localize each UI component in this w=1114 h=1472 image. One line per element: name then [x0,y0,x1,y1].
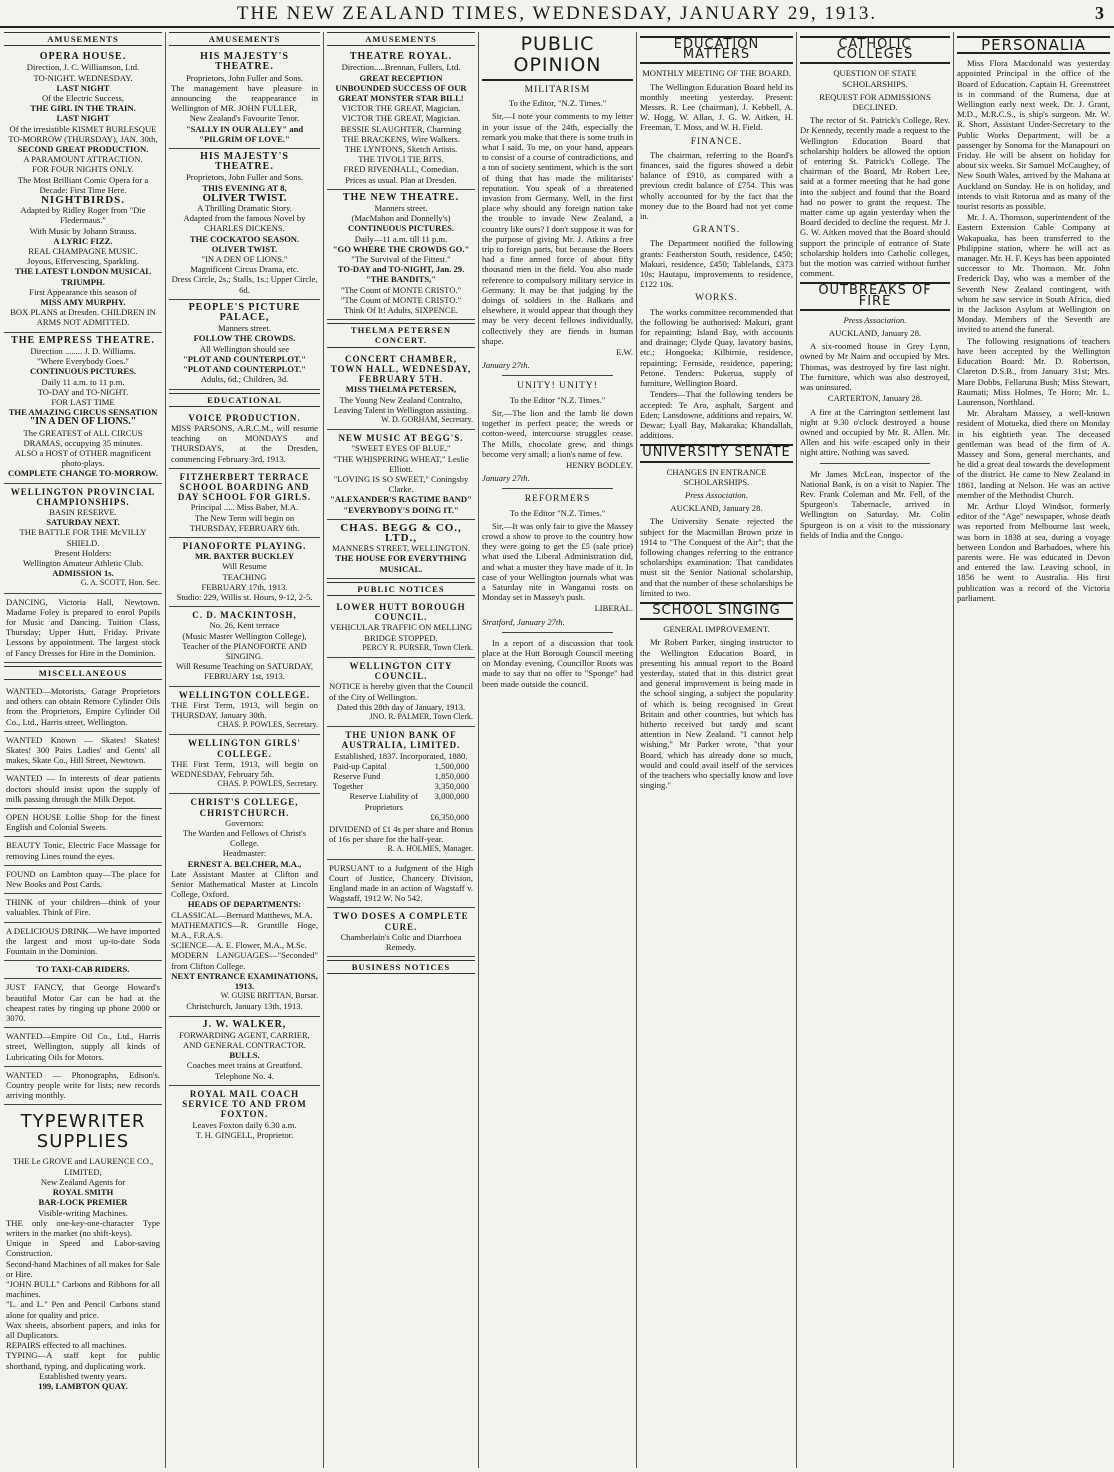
article-body: Mr James McLean, inspector of the National Bank, is on a visit to Napier. The Rev. Frank Coleman and Mr. Fell, of the Spurgeon's Tabernacle, arrived in Wellington on Saturday. Mr. Colin Spurgeon is on a visit to the missionary fields of India and the Congo. [800,468,950,540]
ad-walker-carrier: J. W. WALKER, FORWARDING AGENT, CARRIER, AND GENERAL CONTRACTOR. BULLS. Coaches meet trains at Greatford. Telephone No. 4. [169,1017,320,1086]
ad-heading: THE NEW THEATRE. [342,191,460,203]
classified-ad: BEAUTY Tonic, Electric Face Massage for removing Lines round the eyes. [4,837,162,865]
ad-wellington-college: WELLINGTON COLLEGE. THE First Term, 1913, will begin on THURSDAY, January 30th. CHAS. P. POWLES, Secretary. [169,687,320,736]
ad-new-theatre: THE NEW THEATRE. Manners street. (MacMahon and Donnelly's) CONTINUOUS PICTURES. Daily—11 a.m. till 11 p.m. "GO WHERE THE CROWDS GO." "The Survival of the Fittest." TO-DAY and TO-NIGHT, Jan. 29. "THE BANDITS," "The Count of MONTE CRISTO." "The Count of MONTE CRISTO." Think Of It! Adults, SIXPENCE. [327,190,475,320]
classified-ad: WANTED — In interests of dear patients doctors should insist upon the supply of milk passing through the Milk Depot. [4,770,162,809]
ad-heading: THEATRE ROYAL. [349,51,453,63]
article-heading: PERSONALIA [957,36,1110,54]
masthead [0,2,1114,28]
section-heading: BUSINESS NOTICES [327,960,475,974]
ad-heading: CHAS. BEGG & CO., LTD., [340,521,462,544]
article-heading: MILITARISM [524,85,591,95]
ad-heading: HIS MAJESTY'S THEATRE. [200,151,289,173]
ad-opera-house: OPERA HOUSE. Direction, J. C. Williamson, Ltd. TO-NIGHT. WEDNESDAY. LAST NIGHT Of the Electric Success, THE GIRL IN THE TRAIN. LAST NIGHT Of the irresistible KISMET BURLESQUE TO-MORROW (THURSDAY), JAN. 30th, SECOND GREAT PRODUCTION. A PARAMOUNT ATTRACTION. FOR FOUR NIGHTS ONLY. The Most Brilliant Comic Opera for a Decade: First Time Here. NIGHTBIRDS. Adapted by Ridley Roger from "Die Fledermaus." With Music by Johann Strauss. A LYRIC FIZZ. REAL CHAMPAGNE MUSIC. Joyous, Effervescing, Sparkling. THE LATEST LONDON MUSICAL TRIUMPH. First Appearance this season of MISS AMY MURPHY. BOX PLANS at Dresden. CHILDREN IN ARMS NOT ADMITTED. [4,49,162,332]
classified-ad: THINK of your children—think of your valuables. Think of Fire. [4,894,162,922]
bank-row: Reserve Liability of Proprietors 3,000,000 [349,791,469,812]
ad-new-music-beggs: NEW MUSIC AT BEGG'S. "SWEET EYES OF BLUE," "THE WHISPERING WHEAT," Leslie Elliott. "LOVING IS SO SWEET," Coningsby Clarke. "ALEXANDER'S RAGTIME BAND" "EVERYBODY'S DOING IT." [327,430,475,520]
ad-heading: OPERA HOUSE. [39,51,127,63]
ad-heading: WELLINGTON CITY COUNCIL. [349,660,453,682]
classified-ad: OPEN HOUSE Lollie Shop for the finest English and Colonial Sweets. [4,809,162,837]
ad-empress-theatre: THE EMPRESS THEATRE. Direction ........ J. D. Williams. "Where Everybody Goes." CONTINUOUS PICTURES. Daily 11 a.m. to 11 p.m. TO-DAY and TO-NIGHT. FOR LAST TIME THE AMAZING CIRCUS SENSATION "IN A DEN OF LIONS." The GREATEST of ALL CIRCUS DRAMAS, occupying 35 minutes. ALSO a HOST of OTHER magnificent photo-plays. COMPLETE CHANGE TO-MORROW. [4,333,162,484]
ad-dancing: DANCING, Victoria Hall, Newtown. Madame Foley is prepared to enrol Pupils for Music and Dancing. Tuition Class, Thursday; Upper Hutt, Friday. Private Lessons by appointment. The largest stock of Fancy Dresses for Hire in the Dominion. [4,594,162,663]
column-3 [327,32,475,1468]
article-heading: OUTBREAKS OF FIRE [800,282,950,310]
ad-christs-college: CHRIST'S COLLEGE, CHRISTCHURCH. Governors: The Warden and Fellows of Christ's College. Headmaster: ERNEST A. BELCHER, M.A., Late Assistant Master at Clifton and Senior Mathematical Master at Lincoln College, Oxford. HEADS OF DEPARTMENTS: CLASSICAL—Bernard Matthews, M.A. MATHEMATICS—R. Grantille Hoge, M.A., F.R.A.S. SCIENCE—A. E. Flower, M.A., M.Sc. MODERN LANGUAGES—"Seconded" from Clifton College. NEXT ENTRANCE EXAMINATIONS, 1913. W. GUISE BRITTAN, Bursar. Christchurch, January 13th, 1913. [169,794,320,1016]
article-body: Mr Robert Parker, singing instructor to the Wellington Education Board, in presenting his annual report to the Board yesterday, stated that in this district great and general improvement is being made in the school singing, a subject the popularity of which is being recognised in Great Britain and other countries, but which has hitherto received but tardy and scant attention in New Zealand. "I cannot help wishing," Mr Parker wrote, "that your Board, which has already done so much, would and could avail itself of the services of the teachers who specially know and love singing." [640,637,793,791]
article-body: Miss Flora Macdonald was yesterday appointed Principal in the office of the Board of Education. Captain H. Greenstreet is in command of the Rumena, due at Wellington early next week. Dr. J. Grant, M.D., M.R.C.S., is ship's surgeon. Mr. W. R. Short, Assistant Under-Secretary to the Public Works Department, will be a passenger by Sonoma for the Manapouri on Friday. He will be absent on holiday for about six weeks. Sir Samuel McCaughey, of New South Wales, arrived by the Mahana at Auckland on Sunday. He is on holiday, and intends to visit Rotorua and as many of the tourist resorts as possible. [957,58,1110,212]
section-heading: EDUCATIONAL [169,393,320,407]
column-1 [4,32,162,1468]
ad-heading: WELLINGTON PROVINCIAL CHAMPIONSHIPS. [10,486,156,507]
classified-ad: JUST FANCY, that George Howard's beautiful Motor Car can be had at the cheapest rates by ringing up phone 2000 or 3070. [4,979,162,1028]
ad-heading: WELLINGTON GIRLS' COLLEGE. [187,738,302,759]
column-2 [169,32,320,1468]
section-heading: MISCELLANEOUS [4,666,162,680]
ad-heading: THE UNION BANK OF AUSTRALIA, LIMITED. [341,730,461,751]
classified-ad: WANTED—Motorists, Garage Proprietors and others can obtain Remore Cylinder Oils from the Proprietors, Empire Cylinder Oil Co., Ltd., Harris street, Wellington. [4,683,162,732]
ad-royal-mail-coach: ROYAL MAIL COACH SERVICE TO AND FROM FOXTON. Leaves Foxton daily 6.30 a.m. T. H. GINGELL, Proprietor. [169,1086,320,1144]
divider [502,632,613,633]
ad-heading: VOICE PRODUCTION. [188,412,301,423]
divider [820,463,930,464]
notice-pursuant: PURSUANT to a Judgment of the High Court of Justice, Chancery Division, England made in an action of Wagstaff v. Wagstaff, 1912 W. No 542. [327,860,475,909]
article-heading: SCHOOL SINGING [640,602,793,620]
ad-voice-production: VOICE PRODUCTION. MISS PARSONS, A.R.C.M., will resume teaching on MONDAYS and THURSDAYS, at the Dresden, commencing February 3rd, 1913. [169,410,320,469]
notice-city-council: WELLINGTON CITY COUNCIL. NOTICE is hereby given that the Council of the City of Wellington. Dated this 28th day of January, 1913. JNO. R. PALMER, Town Clerk. [327,658,475,727]
ad-swimming-championships: WELLINGTON PROVINCIAL CHAMPIONSHIPS. BASIN RESERVE. SATURDAY NEXT. THE BATTLE FOR THE McVILLY SHIELD. Present Holders: Wellington Amateur Athletic Club. ADMISSION 1s. G. A. SCOTT, Hon. Sec. [4,484,162,594]
article-heading: CATHOLIC COLLEGES [800,36,950,64]
column-rule [478,32,479,1468]
article-body: A six-roomed house in Grey Lynn, owned by Mr Nairn and occupied by Mrs. Thomas, was destroyed by fire last night. The furniture, which was also destroyed, was uninsured. [800,341,950,393]
article-body: The Wellington Education Board held its monthly meeting yesterday. Present: Messrs. R. Lee (chairman), J. Kebbell, A. W. Hogg, W. Allan, J. G. W. Aitken, H. Freeman, T. Moss, and W. H. Field. [640,81,793,133]
ad-heading: TYPEWRITER SUPPLIES [20,1111,146,1153]
ad-colic-remedy: TWO DOSES A COMPLETE CURE. Chamberlain's Colic and Diarrhoea Remedy. [327,908,475,957]
section-heading: PUBLIC NOTICES [327,582,475,596]
ad-heading: THE EMPRESS THEATRE. [11,334,155,346]
classified-ad: WANTED — Phonographs, Edison's. Country people write for lists; new records arriving monthly. [4,1067,162,1106]
page-title: PUBLIC OPINION [482,32,633,81]
section-heading: AMUSEMENTS [169,32,320,46]
ad-heading: J. W. WALKER, [202,1018,287,1030]
column-rule [323,32,324,1468]
ad-heading: NEW MUSIC AT BEGG'S. [338,433,464,444]
section-heading: THELMA PETERSEN CONCERT. [327,323,475,347]
article-body: Sir,—I note your comments to my letter in your issue of the 24th, especially the remark you make that there is some truth in what I said. To me, on your hand, appears to consist of a course of contradictions, and a ton of society sentiment, which is the sort of thing that has made the militarists' reputation. You speak of a threatened invasion from Germany. Well, in the first place why should any foreign nation take the trouble to invade New Zealand, a country like ours? I don't suppose it was for the purpose of giving Mr. J. Atkins a free trip to foreign parts, but because the Boers had a fine armed force of about fifty thousand men in the field. You also made reference to compulsory military service in Germany. It may be that judging by the doings of soldiers in the Balkans and elsewhere, it would appear that though they may be very decent fellows individually, collectively they are fiends in human shape. [482,111,633,346]
column-4: PUBLIC OPINION MILITARISM To the Editor, "N.Z. Times." Sir,—I note your comments to my letter in your issue of the 24th, especially the remark you make that there is some truth in what I said. To me, on your hand, appears to consist of a course of contradictions, and a ton of society sentiment, which is the sort of thing that has made the militarists' reputation. You speak of a threatened invasion from Germany. Well, in the first place why should any foreign nation take the trouble to invade New Zealand, a country like ours? I don't suppose it was for the purpose of giving Mr. J. Atkins a free trip to foreign parts, but because the Boers had a fine armed force of about fifty thousand men in the field. You also made reference to compulsory military service in Germany. It may be that judging by the doings of soldiers in the Balkans and elsewhere, it would appear that though they may be very decent fellows individually, collectively they are fiends in human shape. E.W. January 27th. UNITY! UNITY! To the Editor "N.Z. Times." Sir,—The lion and the lamb lie down together in perfect peace; the weeds or cotton-weed, intercourse struggles cease. The Mills, chocolate grew, and things become very small; a lion's name of few. HENRY BODLEY. January 27th. REFORMERS To the Editor "N.Z. Times." Sir,—It was only fair to give the Massey crowd a show to prove to the country how they were going to get the £5 (sale price) what used the Liberal Administration did, and what a muster they have made of it. In case of your Wellington journals what was a Saturday nite in Wanganui rosts on Monday set in Massey's push. LIBERAL. Stratford, January 27th. In a report of a discussion that took place at the Hutt Borough Council meeting on Monday evening, Councillor Roots was made to say that no offer to "Sponge" had been made outside the council. [482,33,633,689]
article-body: The works committee recommended that the following be authorised: Makuri, grant for repainting; Island Bay, with accounts and drainage; Clyde Quay, lavatory basins, etc.; Hongoeka; Kilbirnie, residence, repainting; Fernside, residence, papering; Petone. Tenders: Pukerua, supply of furniture, Wellington Board. [640,306,793,389]
ad-heading: ROYAL MAIL COACH SERVICE TO AND FROM FOXTON. [182,1088,307,1120]
section-heading: AMUSEMENTS [4,32,162,46]
section-heading: AMUSEMENTS [327,32,475,46]
ad-heading: HIS MAJESTY'S THEATRE. [200,51,289,73]
ad-heading: WELLINGTON COLLEGE. [178,689,311,700]
ad-chas-begg: CHAS. BEGG & CO., LTD., MANNERS STREET, WELLINGTON. THE HOUSE FOR EVERYTHING MUSICAL. [327,520,475,579]
ad-pianoforte: PIANOFORTE PLAYING. MR. BAXTER BUCKLEY Will Resume TEACHING FEBRUARY 17th, 1913. Studio: 229, Willis st. Hours, 9-12, 2-5. [169,538,320,607]
column-rule [165,32,166,1468]
article-body: Mr. Abraham Massey, a well-known resident of Motueka, died there on Monday in his eightieth year. The deceased gentleman was head of the firm of A. Massey and Sons, general merchants, and he did a great deal towards the development of the district. He came to New Zealand in 1861, landing at Nelson. He was an active member of the Methodist Church. [957,408,1110,500]
ad-wellington-girls-college: WELLINGTON GIRLS' COLLEGE. THE First Term, 1913, will begin on WEDNESDAY, February 5th. CHAS. P. POWLES, Secretary. [169,735,320,794]
ad-his-majestys-2: HIS MAJESTY'S THEATRE. Proprietors, John Fuller and Sons. THIS EVENING AT 8, OLIVER TWIST. A Thrilling Dramatic Story. Adapted from the famous Novel by CHARLES DICKENS. THE COCKATOO SEASON. OLIVER TWIST. "IN A DEN OF LIONS." Magnificent Circus Drama, etc. Dress Circle, 2s.; Stalls, 1s.; Upper Circle, 6d. [169,149,320,300]
notice-lower-hutt: LOWER HUTT BOROUGH COUNCIL. VEHICULAR TRAFFIC ON MELLING BRIDGE STOPPED. PERCY R. PURSER, Town Clerk. [327,599,475,658]
article-body: Sir,—The lion and the lamb lie down together in perfect peace; the weeds or cotton-weed, intercourse struggles cease. The Mills, chocolate grew, and things become very small; a lion's name of few. [482,407,633,459]
ad-peoples-picture-palace: PEOPLE'S PICTURE PALACE, Manners street. FOLLOW THE CROWDS. All Wellington should see "PLOT AND COUNTERPLOT." "PLOT AND COUNTERPLOT." Adults, 6d.; Children, 3d. [169,300,320,390]
ad-concert-chamber: CONCERT CHAMBER, TOWN HALL, WEDNESDAY, FEBRUARY 5TH. MISS THELMA PETERSEN, The Young New Zealand Contralto, Leaving Talent in Wellington assisting. W. D. GORHAM, Secretary. [327,351,475,430]
classified-ad: WANTED Known — Skates! Skates! Skates! 300 Pairs Ladies' and Gents' all makes, Skate Co., Hill Street, Newtown. [4,732,162,771]
column-rule [796,32,797,1468]
ad-heading: CONCERT CHAMBER, TOWN HALL, WEDNESDAY, FEBRUARY 5TH. [330,353,472,385]
article-heading: EDUCATION MATTERS [640,36,793,64]
article-heading: UNIVERSITY SENATE [640,444,793,462]
ad-heading: FITZHERBERT TERRACE SCHOOL BOARDING AND DAY SCHOOL FOR GIRLS. [177,471,312,503]
classified-ad: FOUND on Lambton quay—The place for New Books and Post Cards. [4,866,162,894]
bank-row: Together 3,350,000 [333,781,469,792]
column-rule [636,32,637,1468]
ad-heading: PEOPLE'S PICTURE PALACE, [188,301,301,324]
ad-typewriter-supplies: TYPEWRITER SUPPLIES THE Le GROVE and LAURENCE CO., LIMITED, New Zealand Agents for ROYAL SMITH BAR-LOCK PREMIER Visible-writing Machines. THE only one-key-one-character Type writers in the market (no shift-keys). Unique in Speed and Labor-saving Construction. Second-hand Machines of all makes for Sale or Hire. "JOHN BULL" Carbons and Ribbons for all machines. "L. and L." Pen and Pencil Carbons stand alone for quality and price. Wax sheets, absorbent papers, and inks for all Duplicators. REPAIRS effected to all machines. TYPING—A staff kept for public shorthand, typing, and duplicating work. Established twenty years. 199, LAMBTON QUAY. [6,1111,160,1391]
masthead-title: THE NEW ZEALAND TIMES, WEDNESDAY, JANUARY 29, 1913. [236,3,878,24]
ad-mackintosh: C. D. MACKINTOSH, No. 26, Kent terrace (Music Master Wellington College), Teacher of the PIANOFORTE AND SINGING. Will Resume Teaching on SATURDAY, FEBRUARY 1st, 1913. [169,607,320,686]
column-5: EDUCATION MATTERS MONTHLY MEETING OF THE BOARD. The Wellington Education Board held its monthly meeting yesterday. Present: Messrs. R. Lee (chairman), J. Kebbell, A. W. Hogg, W. Allan, J. G. W. Aitken, H. Freeman, T. Moss, and W. H. Field. FINANCE. The chairman, referring to the Board's finances, said the figures showed a debit balance of £910, as compared with a previous credit balance of £754. This was wholly accounted for by the fact that the money due to the Board had not yet come in. GRANTS. The Department notified the following grants: Featherston South, residence, £450; Makuri, residence, £450; Tablelands, £373 10s; Hautapu, improvements to residence, £122 10s. WORKS. The works committee recommended that the following be authorised: Makuri, grant for repainting; Island Bay, with accounts and drainage; Clyde Quay, lavatory basins, etc.; Hongoeka; Kilbirnie, residence, repainting; Fernside, residence, papering; Petone. Tenders: Pukerua, supply of furniture, Wellington Board. Tenders—That the following tenders be accepted: Te Aro, asphalt, Sargent and Eden; Lansdowne, additions and repairs, W. Dewar; Lyall Bay, Makaraka; Khandallah, additions. UNIVERSITY SENATE CHANGES IN ENTRANCE SCHOLARSHIPS. Press Association. AUCKLAND, January 28. The University Senate rejected the subject for the Macmillan Brown prize in 1914 to "The Conquest of the Air"; that the following changes referring to the entrance scholarships examination: That candidates must sit the Senior National scholarship, and that the number of these scholarships be limited to two. SCHOOL SINGING GENERAL IMPROVEMENT. Mr Robert Parker, singing instructor to the Wellington Education Board, in presenting his annual report to the Board yesterday, stated that in this district great and general improvement is being made in the school singing, a subject the popularity of which is being recognised in Great Britain and other countries, but which has hitherto received but tardy and scant attention in New Zealand. "I cannot help wishing," Mr Parker wrote, "that your Board, which has already done so much, would and could avail itself of the services of the teachers who specially know and love singing." [640,37,793,791]
ad-heading: CHRIST'S COLLEGE, CHRISTCHURCH. [190,797,299,818]
article-body: Mr. Arthur Lloyd Windsor, formerly editor of the "Age" newspaper, whose death was reported from Melbourne last week, was born in 1838 at sea, during a voyage between London and Barbadoes, where his parents were. He was educated in Devon and entered the law. Leaving school, in 1856 he went to Australia. His first publication was a record of the Victoria parliament. [957,500,1110,603]
article-body: The chairman, referring to the Board's finances, said the figures showed a debit balance of £910, as compared with a previous credit balance of £754. This was wholly accounted for by the fact that the money due to the Board had not yet come in. [640,149,793,222]
article-body: Sir,—It was only fair to give the Massey crowd a show to prove to the country how they were going to get the £5 (sale price) what used the Liberal Administration did, and what a muster they have made of it. In case of your Wellington journals what was a Saturday nite in Wanganui rosts on Monday set in Massey's push. [482,520,633,603]
classified-ad: WANTED—Empire Oil Co., Ltd., Harris street, Wellington, supply all kinds of Lubricating Oils for Motors. [4,1028,162,1067]
article-body: Tenders—That the following tenders be accepted: Te Aro, asphalt, Sargent and Eden; Lansdowne, additions and repairs, W. Dewar; Lyall Bay, Makaraka; Khandallah, additions. [640,389,793,441]
column-rule [953,32,954,1468]
article-body: The following resignations of teachers have been accepted by the Wellington Education Board: Mr. D. Robertson, Clareton D.S.B., from January 31st; Mrs. Mare Dobbs, Fellaruna Bush; Miss Stewart, Raumati; Miss Holmes, Te Horo; Mr. L. Laurenson, Northland. [957,335,1110,407]
page-number: 3 [1095,3,1104,23]
article-heading: REFORMERS [524,494,591,505]
column-6: CATHOLIC COLLEGES QUESTION OF STATE SCHOLARSHIPS. REQUEST FOR ADMISSIONS DECLINED. The rector of St. Patrick's College, Rev. Dr Kennedy, recently made a request to the Wellington Education Board that scholarship holders be allowed the option of entering St. Patrick's College. The chairman of the Board, Mr Robert Lee, said at a former meeting that he had gone into the subject and found that the Board had no power to grant the request. The matter came up again yesterday when the Board decided to decline the request. Mr J. G. W. Aitken moved that the Board should support the principle of entrance of State scholarship holders into Catholic colleges, but the motion was carried without further comment. OUTBREAKS OF FIRE Press Association. AUCKLAND, January 28. A six-roomed house in Grey Lynn, owned by Mr Nairn and occupied by Mrs. Thomas, was destroyed by fire last night. The furniture, which was also destroyed, was uninsured. CARTERTON, January 28. A fire at the Carrington settlement last night at 9.30 o'clock destroyed a house owned and occupied by Mr. R. Allen. Mr. Allen and his wife escaped only in their night attire. Nothing was saved. Mr James McLean, inspector of the National Bank, is on a visit to Napier. The Rev. Frank Coleman and Mr. Fell, of the Spurgeon's Tabernacle, arrived in Wellington on Saturday. Mr. Colin Spurgeon is on a visit to the missionary fields of India and the Congo. [800,37,950,540]
bank-row: Paid-up Capital 1,500,000 [333,760,469,771]
article-body: A fire at the Carrington settlement last night at 9.30 o'clock destroyed a house owned and occupied by Mr. R. Allen. Mr. Allen and his wife escaped only in their night attire. Nothing was saved. [800,406,950,458]
ad-heading: PIANOFORTE PLAYING. [182,540,307,551]
article-heading: UNITY! UNITY! [517,381,598,392]
article-body: The rector of St. Patrick's College, Rev. Dr Kennedy, recently made a request to the Wellington Education Board that scholarship holders be allowed the option of entering St. Patrick's College. The chairman of the Board, Mr Robert Lee, said at a former meeting that he had gone into the subject and found that the Board had no power to grant the request. The matter came up again yesterday when the Board decided to decline the request. Mr J. G. W. Aitken moved that the Board should support the principle of entrance of State scholarship holders into Catholic colleges, but the motion was carried without further comment. [800,115,950,279]
article-body: The Department notified the following grants: Featherston South, residence, £450; Makuri, residence, £450; Tablelands, £373 10s; Hautapu, improvements to residence, £122 10s. [640,238,793,290]
divider [502,375,613,376]
bank-row: £6,350,000 [430,811,469,822]
bank-row: Reserve Fund 1,850,000 [333,771,469,781]
ad-his-majestys-1: HIS MAJESTY'S THEATRE. Proprietors, John Fuller and Sons. The management have pleasure in announcing the reappearance in Wellington of MR. JOHN FULLER, New Zealand's Favourite Tenor. "SALLY IN OUR ALLEY" and "PILGRIM OF LOVE." [169,49,320,149]
ad-heading: C. D. MACKINTOSH, [192,610,297,621]
divider [502,488,613,489]
ad-theatre-royal: THEATRE ROYAL. Direction.....Brennan, Fullers, Ltd. GREAT RECEPTION UNBOUNDED SUCCESS OF OUR GREAT MONSTER STAR BILL! VICTOR THE GREAT, Magician. VICTOR THE GREAT, Magician. BESSIE SLAUGHTER, Charming THE BRACKENS, Wire Walkers. THE LYNTONS, Sketch Artists. THE TIVOLI TIE BITS. FRED RIVENHALL, Comedian. Prices as usual. Plan at Dresden. [327,49,475,190]
column-7 [957,32,1110,1468]
ad-fitzherbert-school: FITZHERBERT TERRACE SCHOOL BOARDING AND DAY SCHOOL FOR GIRLS. Principal ..... Miss Baber, M.A. The New Term will begin on THURSDAY, FEBRUARY 6th. [169,469,320,538]
article-body: Mr. J. A. Thomson, superintendent of the Eastern Extension Cable Company at Wakapuaka, has been transferred to the Philippine station, where he will act as manager. Mr. H. F. Keys has been appointed successor to Mr. Thomson. Mr. John Frederick Day, who was a member of the Seventh New Zealand contingent, with whom he saw service in South Africa, died in the Jackson Asylum at Wellington on Monday. Members of the Seventh are invited to attend the funeral. [957,212,1110,335]
ad-heading: LOWER HUTT BOROUGH COUNCIL. [336,601,466,623]
classified-ad: A DELICIOUS DRINK—We have imported the largest and most up-to-date Soda Fountain in the Dominion. [4,923,162,962]
article-body: The University Senate rejected the subject for the Macmillan Brown prize in 1914 to "The Conquest of the Air"; that the following changes referring to the entrance scholarships examination: That candidates must sit the Senior National scholarship, and that the number of these scholarships be limited to two. [640,516,793,598]
article-body: In a report of a discussion that took place at the Hutt Borough Council meeting on Monday evening, Councillor Roots was made to say that no offer to "Sponge" had been made outside the council. [482,637,633,689]
classified-ad: TO TAXI-CAB RIDERS. [4,961,162,979]
ad-heading: TWO DOSES A COMPLETE CURE. [333,911,469,932]
ad-union-bank: THE UNION BANK OF AUSTRALIA, LIMITED. Established, 1837. Incorporated, 1880. Paid-up Capital 1,500,000 Reserve Fund 1,850,000 Together 3,350,000 Reserve Liability of Proprietors 3,000,000 £6,350,000 DIVIDEND of £1 4s per share and Bonus of 16s per share for the half-year. R. A. HOLMES, Manager. [327,727,475,859]
